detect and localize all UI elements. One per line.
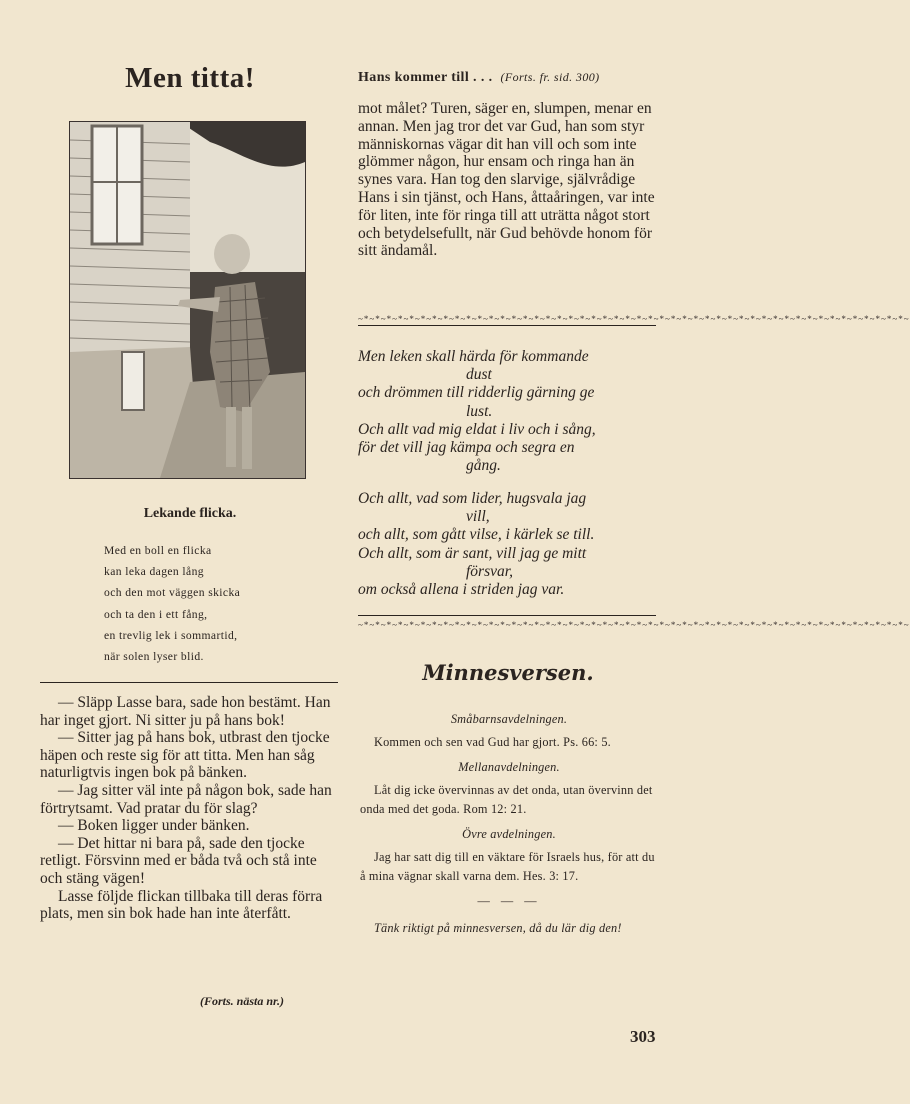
divider — [358, 615, 656, 616]
story-continuation — [40, 694, 340, 923]
verse-line: Och allt vad mig eldat i liv och i sång, — [358, 420, 596, 438]
poem-line: när solen lyser blid. — [104, 650, 204, 664]
continued-note: (Forts. nästa nr.) — [200, 994, 285, 1008]
verse-line: försvar, — [466, 562, 513, 580]
divider — [40, 682, 338, 683]
photo-girl-playing — [69, 121, 306, 479]
verse-line: dust — [466, 366, 492, 384]
memory-verse-text: Låt dig icke övervinnas av det onda, utan övervinn det onda med det goda. Rom 12: 21. — [360, 783, 653, 816]
verse-line: Och allt, vad som lider, hugsvala jag — [358, 490, 587, 507]
ornament-border: ~*~*~*~*~*~*~*~*~*~*~*~*~*~*~*~*~*~*~*~*~*~*~*~*~*~*~*~*~*~*~*~*~*~*~*~*~*~*~*~*~*~*~*~*~*~*~*~*~ — [358, 620, 910, 630]
paragraph: — Sitter jag på hans bok, utbrast den tjocke häpen och reste sig för att titta. Men han såg naturligtvis ingen bok på bänken. — [40, 729, 330, 782]
paragraph: mot målet? Turen, säger en, slumpen, menar en annan. Men jag tror det var Gud, han som styr människornas vägar dit han vill och som inte glömmer någon, hur ensam och ringa han än synes vara. Han tog den slarvige, självrådige Hans i sin tjänst, och Hans, åttaåringen, var inte för liten, inte för ringa till att uträtta något stort och betydelsefullt, när Gud behövde honom för sitt ändamål. — [358, 100, 655, 260]
verse-stanza-2 — [358, 490, 658, 599]
story-body — [358, 100, 658, 260]
section-heading: Mellanavdelningen. — [458, 760, 560, 774]
memory-verse-section — [360, 708, 658, 944]
poem-line: Med en boll en flicka — [104, 544, 212, 557]
story-title: Hans kommer till . . . — [358, 70, 493, 85]
small-poem — [104, 540, 324, 667]
verse-line: för det vill jag kämpa och segra en — [358, 439, 575, 457]
paragraph: — Boken ligger under bänken. — [58, 817, 250, 835]
memory-verse-text: Jag har satt dig till en väktare för Israels hus, för att du å mina vägnar skall varna dem. Hes. 3: 17. — [360, 850, 655, 883]
verse-line: om också allena i striden jag var. — [358, 581, 565, 599]
paragraph: — Det hittar ni bara på, sade den tjocke retligt. Försvinn med er båda två och stå inte och stäng vägen! — [40, 834, 317, 887]
memory-verse-title: Minnesversen. — [422, 660, 594, 685]
continued-from: (Forts. fr. sid. 300) — [500, 70, 600, 84]
paragraph: — Jag sitter väl inte på någon bok, sade han förtrytsamt. Vad pratar du för slag? — [40, 781, 332, 817]
verse-line: lust. — [466, 402, 493, 420]
verse-line: vill, — [466, 508, 490, 526]
page-number: 303 — [630, 1027, 656, 1046]
page-title: Men titta! — [125, 62, 255, 94]
poem-line: och den mot väggen skicka — [104, 586, 241, 600]
ornament-border: ~*~*~*~*~*~*~*~*~*~*~*~*~*~*~*~*~*~*~*~*~*~*~*~*~*~*~*~*~*~*~*~*~*~*~*~*~*~*~*~*~*~*~*~*~*~*~*~*~ — [358, 314, 910, 324]
paragraph: — Släpp Lasse bara, sade hon bestämt. Han har inget gjort. Ni sitter ju på hans bok! — [40, 694, 331, 729]
verse-line: Och allt, som är sant, vill jag ge mitt — [358, 544, 587, 562]
divider — [358, 325, 656, 326]
poem-line: kan leka dagen lång — [104, 565, 204, 579]
verse-line: gång. — [466, 457, 501, 475]
dash-separator: — — — — [477, 894, 541, 908]
verse-line: och drömmen till ridderlig gärning ge — [358, 384, 595, 402]
paragraph: Lasse följde flickan tillbaka till deras förra plats, men sin bok hade han inte återfått. — [40, 887, 323, 923]
closing-note: Tänk riktigt på minnesversen, då du lär dig den! — [374, 921, 622, 935]
section-heading: Övre avdelningen. — [462, 827, 556, 841]
photo-caption: Lekande flicka. — [143, 506, 237, 521]
memory-verse-text: Kommen och sen vad Gud har gjort. Ps. 66: 5. — [374, 735, 611, 749]
poem-line: och ta den i ett fång, — [104, 607, 208, 621]
story-header — [358, 70, 658, 86]
verse-stanza-1 — [358, 348, 658, 475]
verse-line: Men leken skall härda för kommande — [358, 348, 589, 365]
verse-line: och allt, som gått vilse, i kärlek se till. — [358, 526, 595, 544]
poem-line: en trevlig lek i sommartid, — [104, 628, 238, 642]
section-heading: Småbarnsavdelningen. — [450, 712, 568, 726]
photo-illustration — [70, 122, 305, 478]
